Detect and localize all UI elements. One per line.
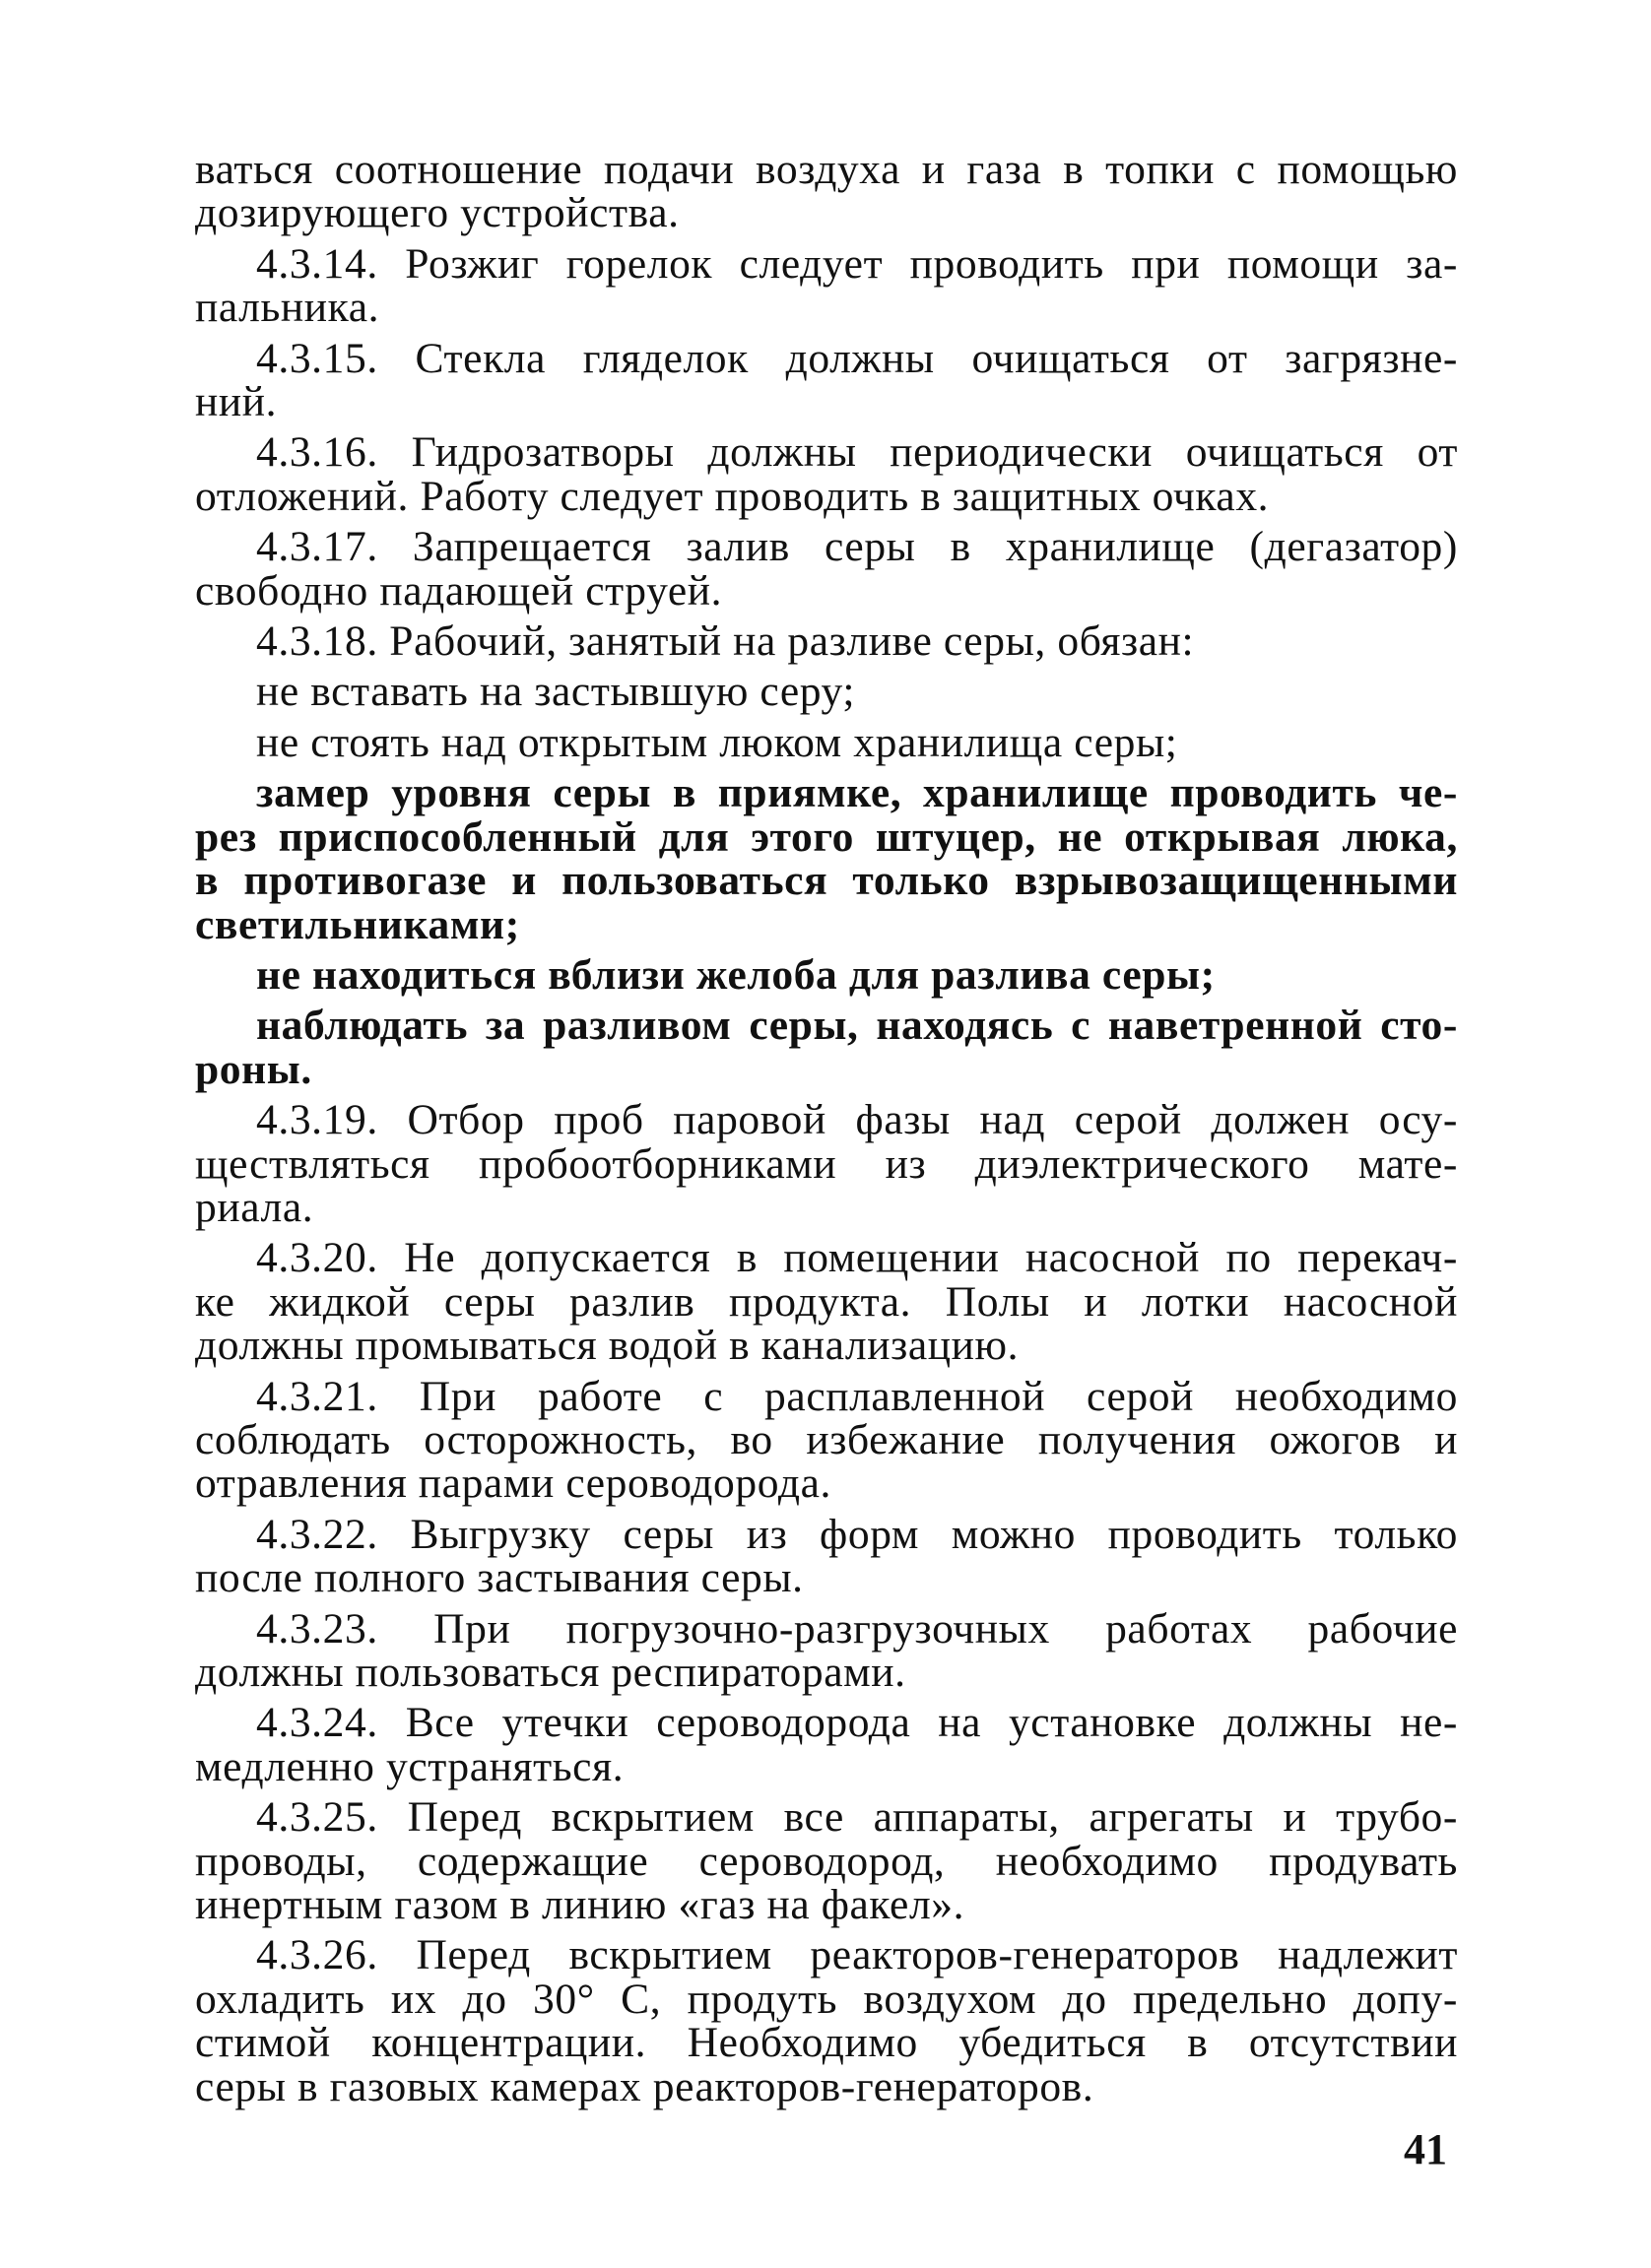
paragraph-4-3-24 (195, 1701, 1458, 1788)
text-line: 4.3.24. Все утечки сероводорода на установке должны не- (256, 1699, 1458, 1747)
text-line: 4.3.16. Гидрозатворы должны периодически очищаться от (256, 428, 1458, 477)
paragraph-4-3-15 (195, 334, 1458, 426)
text-line: ний. (195, 378, 278, 426)
paragraph-4-3-22 (195, 1510, 1458, 1602)
paragraph-4-3-16 (195, 430, 1458, 518)
text-line: 4.3.21. При работе с расплавленной серой необходимо (256, 1372, 1458, 1420)
paragraph-4-3-21 (195, 1372, 1458, 1508)
paragraph-4-3-25 (195, 1793, 1458, 1929)
text-line: инертным газом в линию «газ на факел». (195, 1881, 965, 1929)
document-body (195, 148, 1458, 2115)
paragraph-continuation (195, 148, 1458, 235)
text-line: роны. (195, 1045, 312, 1093)
text-line: дозирующего устройства. (195, 189, 680, 237)
page-number: 41 (1404, 2125, 1447, 2173)
text-line: наблюдать за разливом серы, находясь с наветренной сто- (256, 1002, 1458, 1050)
list-item (195, 950, 1458, 999)
paragraph-4-3-23 (195, 1604, 1458, 1696)
text-line: не находиться вблизи желоба для разлива серы; (256, 950, 1216, 999)
text-line: 4.3.23. При погрузочно-разгрузочных работах рабочие (256, 1604, 1458, 1652)
text-line: не вставать на застывшую серу; (256, 668, 856, 716)
paragraph-4-3-19 (195, 1098, 1458, 1229)
text-line: соблюдать осторожность, во избежание получения ожогов и (195, 1415, 1458, 1463)
text-line: свободно падающей струей. (195, 566, 723, 615)
paragraph-4-3-18 (195, 617, 1458, 666)
text-line: рез приспособленный для этого штуцер, не открывая люка, (195, 812, 1458, 861)
text-line: 4.3.19. Отбор проб паровой фазы над серой должен осу- (256, 1096, 1458, 1144)
text-line: 4.3.26. Перед вскрытием реакторов-генераторов надлежит (256, 1931, 1458, 1979)
text-line: 4.3.17. Запрещается залив серы в хранилище (дегазатор) (256, 523, 1458, 571)
text-line: ществляться пробоотборниками из диэлектрического мате- (195, 1139, 1458, 1188)
list-item (195, 1004, 1458, 1091)
paragraph-4-3-17 (195, 525, 1458, 613)
text-line: ке жидкой серы разлив продукта. Полы и лотки насосной (195, 1277, 1458, 1326)
text-line: пальника. (195, 284, 380, 332)
text-line: 4.3.25. Перед вскрытием все аппараты, агрегаты и трубо- (256, 1793, 1458, 1842)
text-line: 4.3.15. Стекла гляделок должны очищаться от загрязне- (256, 334, 1458, 382)
text-line: отравления парами сероводорода. (195, 1459, 831, 1508)
text-line: в противогазе и пользоваться только взрывозащищенными (195, 857, 1458, 905)
text-line: светильниками; (195, 900, 520, 948)
paragraph-4-3-14 (195, 239, 1458, 332)
paragraph-4-3-20 (195, 1234, 1458, 1370)
paragraph-4-3-26 (195, 1933, 1458, 2108)
text-line: охладить их до 30° С, продуть воздухом до предельно допу- (195, 1975, 1458, 2023)
text-line: 4.3.14. Розжиг горелок следует проводить при помощи за- (256, 239, 1458, 288)
text-line: 4.3.22. Выгрузку серы из форм можно проводить только (256, 1510, 1458, 1558)
list-item (195, 718, 1458, 766)
text-line: стимой концентрации. Необходимо убедиться в отсутствии (195, 2019, 1458, 2067)
text-line: 4.3.20. Не допускается в помещении насосной по перекач- (256, 1234, 1458, 1282)
text-line: после полного застывания серы. (195, 1554, 804, 1602)
text-line: серы в газовых камерах реакторов-генераторов. (195, 2062, 1094, 2110)
text-line: ваться соотношение подачи воздуха и газа в топки с помощью (195, 146, 1458, 193)
list-item (195, 771, 1458, 946)
text-line: проводы, содержащие сероводород, необходимо продувать (195, 1837, 1458, 1885)
text-line: должны промываться водой в канализацию. (195, 1322, 1020, 1370)
list-item (195, 668, 1458, 716)
text-line: отложений. Работу следует проводить в защитных очках. (195, 472, 1270, 520)
text-line: не стоять над открытым люком хранилища серы; (256, 718, 1178, 766)
text-line: должны пользоваться респираторами. (195, 1649, 906, 1696)
text-line: риала. (195, 1183, 314, 1231)
text-line: замер уровня серы в приямке, хранилище проводить че- (256, 769, 1458, 817)
text-line: 4.3.18. Рабочий, занятый на разливе серы, обязан: (256, 617, 1195, 666)
text-line: медленно устраняться. (195, 1742, 625, 1790)
